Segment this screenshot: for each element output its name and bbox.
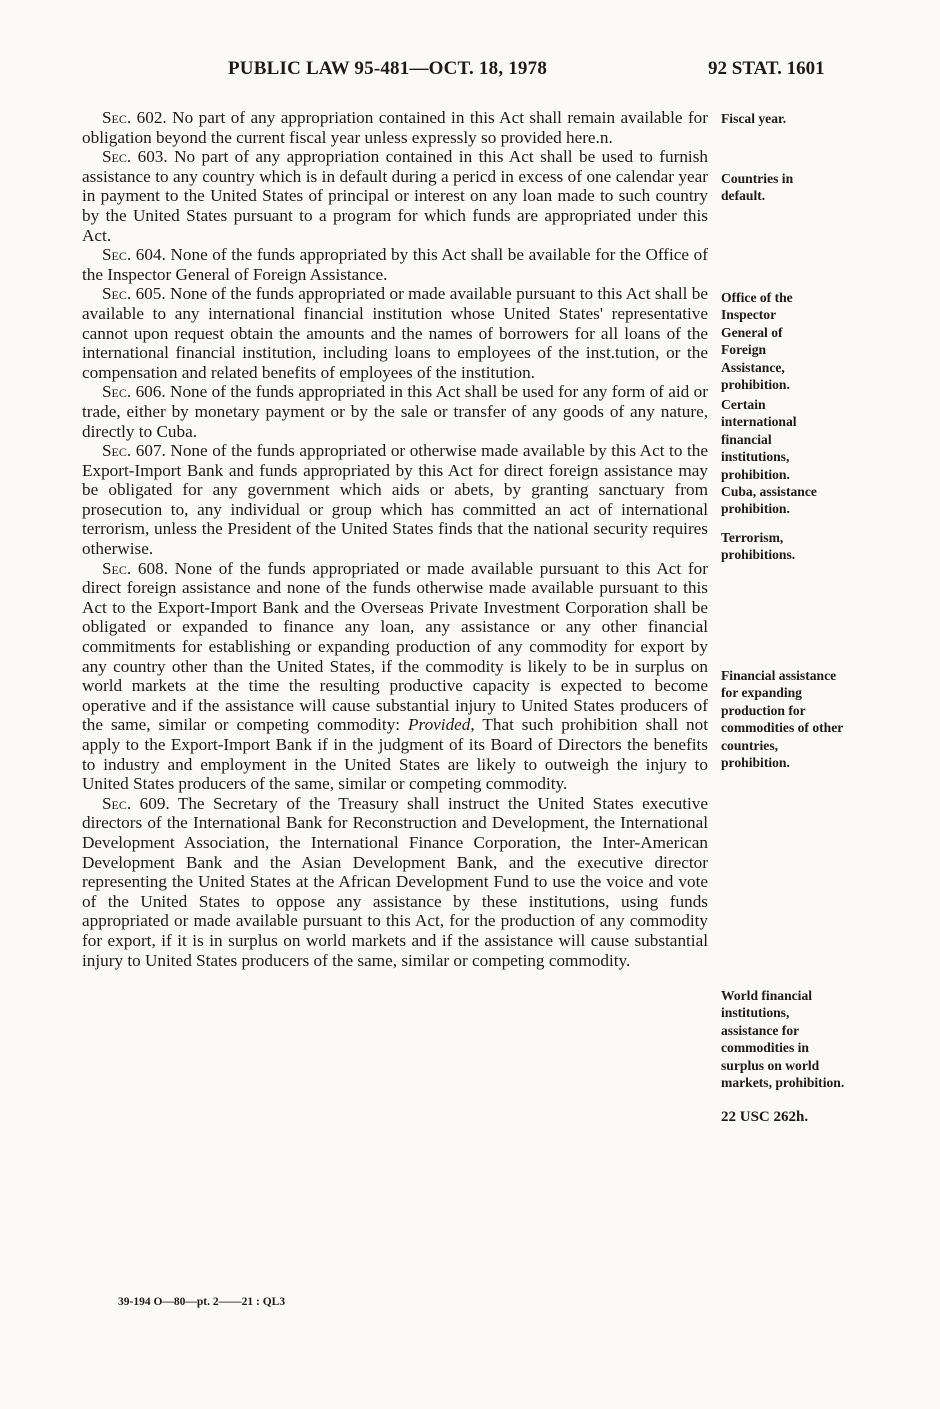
page-title: PUBLIC LAW 95-481—OCT. 18, 1978 xyxy=(228,58,548,79)
margin-note-fiscal-year: Fiscal year. xyxy=(721,111,787,126)
section-607 xyxy=(82,441,708,559)
section-text: No part of any appropriation contained in this Act shall remain available for obligation beyond the current fiscal year unless expressly so provided here.n. xyxy=(82,108,708,147)
margin-note-terrorism: Terrorism, prohibitions. xyxy=(721,530,796,563)
margin-note-usc-citation: 22 USC 262h. xyxy=(721,1109,809,1125)
margin-note-international-financial: Certain international financial institutions, prohibition. xyxy=(721,397,797,482)
section-text: None of the funds appropriated or otherwise made available by this Act to the Export-Import Bank and funds appropriated by this Act for direct foreign assistance may be obligated for any government which aids or abets, by granting sanctuary from prosecution to, any individual or group which has committed an act of international terrorism, unless the President of the United States finds that the national security requires otherwise. xyxy=(82,441,708,559)
section-text-continued: , That such prohibition shall not apply to the Export-Import Bank if in the judgment of its Board of Directors the benefits to industry and employment in the United States are likely to outweigh the injury to United States producers of the same, similar or competing commodity. xyxy=(82,715,708,794)
margin-note-cuba: Cuba, assistance prohibition. xyxy=(721,484,817,517)
section-label: Sec. 606. xyxy=(102,382,166,402)
section-602 xyxy=(82,108,708,147)
section-605 xyxy=(82,284,708,382)
section-label: Sec. 609. xyxy=(102,793,170,813)
section-text: None of the funds appropriated by this Act shall be available for the Office of the Inspector General of Foreign Assistance. xyxy=(82,245,708,284)
margin-note-countries-in-default: Countries in default. xyxy=(721,171,794,204)
section-text: The Secretary of the Treasury shall instruct the United States executive directors of the International Bank for Reconstruction and Development, the International Development Association, the International Finance Corporation, the Inter-American Development Bank and the Asian Development Bank, and the executive director representing the United States at the African Development Fund to use the voice and vote of the United States to oppose any assistance by these institutions, using funds appropriated or made available pursuant to this Act, for the production of any commodity for export, if it is in surplus on world markets and if the assistance will cause substantial injury to United States producers of the same, similar or competing commodity. xyxy=(82,793,708,970)
section-label: Sec. 604. xyxy=(102,245,166,265)
page-header xyxy=(0,58,940,88)
section-608 xyxy=(82,559,708,794)
section-label: Sec. 603. xyxy=(102,147,168,167)
section-text: No part of any appropriation contained in this Act shall be used to furnish assistance to any country which is in default during a pericd in excess of one calendar year in payment to the United States of principal or interest on any loan made to such country by the United States pursuant to a program for which funds are appropriated under this Act. xyxy=(82,147,708,245)
body-text xyxy=(82,108,708,970)
section-label: Sec. 605. xyxy=(102,284,166,304)
margin-note-financial-assistance: Financial assistance for expanding production for commodities of other countries, prohibition. xyxy=(721,668,844,771)
margin-note-world-financial: World financial institutions, assistance for commodities in surplus on world markets, prohibition. xyxy=(721,988,845,1091)
section-text: None of the funds appropriated in this Act shall be used for any form of aid or trade, either by monetary payment or by the sale or transfer of any goods of any nature, directly to Cuba. xyxy=(82,382,708,441)
print-code-footer: 39-194 O—80—pt. 2——21 : QL3 xyxy=(118,1296,286,1308)
section-text: None of the funds appropriated or made available pursuant to this Act shall be available to any international financial institution whose United States' representative cannot upon request obtain the amounts and the names of borrowers for all loans of the international financial institution, including loans to employees of the inst.tution, or the compensation and related benefits of employees of the institution. xyxy=(82,284,708,382)
section-606 xyxy=(82,382,708,441)
margin-note-inspector-general: Office of the Inspector General of Foreign Assistance, prohibition. xyxy=(721,290,793,393)
section-604 xyxy=(82,245,708,284)
section-label: Sec. 608. xyxy=(102,558,168,578)
section-label: Sec. 607. xyxy=(102,441,166,461)
section-609 xyxy=(82,794,708,970)
section-italic: Provided xyxy=(408,715,471,735)
section-text: None of the funds appropriated or made available pursuant to this Act for direct foreign assistance and none of the funds otherwise made available pursuant to this Act to the Export-Import Bank and the Overseas Private Investment Corporation shall be obligated or expanded to finance any loan, any assistance or any other financial commitments for establishing or expanding production of any commodity for export by any country other than the United States, if the commodity is likely to be in surplus on world markets at the time the resulting productive capacity is expected to become operative and if the assistance will cause substantial injury to United States producers of the same, similar or competing commodity: xyxy=(82,558,708,735)
stat-page-number: 92 STAT. 1601 xyxy=(708,58,825,79)
section-603 xyxy=(82,147,708,245)
section-label: Sec. 602. xyxy=(102,108,167,127)
